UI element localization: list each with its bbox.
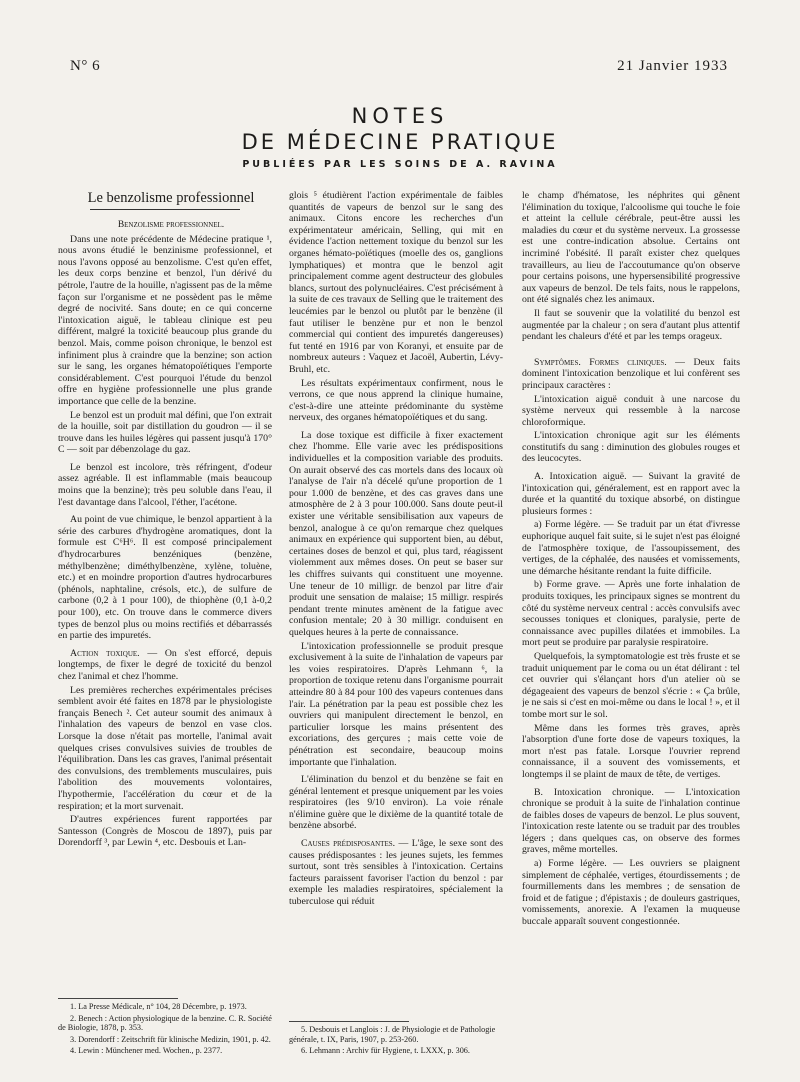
column-3 <box>522 190 740 1072</box>
paragraph: D'autres expériences furent rapportées par Santesson (Congrès de Moscou de 1897), puis par Dorendorff ³, par Lewin ⁴, etc. Desbouis et Lan- <box>58 814 272 849</box>
masthead-medecine-pratique: DE MÉDECINE PRATIQUE <box>241 130 559 154</box>
paragraph <box>522 357 740 392</box>
paragraph: Les résultats expérimentaux confirment, nous le verrons, ce que nous apprend la clinique humaine, c'est-à-dire une atteinte prédominante du système nerveux, des organes hématopoïétiques et du sang. <box>289 377 503 424</box>
footnote: 5. Desbouis et Langlois : J. de Physiologie et de Pathologie générale, t. IX, Paris, 1907, p. 253-260. <box>289 1025 496 1044</box>
section-subhead: Benzolisme professionnel. <box>117 220 225 230</box>
paragraph: Quelquefois, la symptomatologie est très fruste et se traduit uniquement par le coma ou un état délirant : tel cet ouvrier qui s'élançant hors d'un atelier où se dégageaient des vapeurs de benzol s'écrie : « Ça brûle, je ne sais si c'est en moi-même ou dans le local ! », et il tombe mort sur le sol. <box>522 650 740 720</box>
issue-number: N° 6 <box>70 58 101 74</box>
run-in-heading: Action toxique. <box>70 647 140 659</box>
footnote: 2. Benech : Action physiologique de la benzine. C. R. Société de Biologie, 1878, p. 353. <box>58 1013 272 1033</box>
paragraph: a) Forme légère. — Les ouvriers se plaignent simplement de céphalée, vertiges, étourdissements ; de fourmillements dans les membres ; de sensation de froid et de fatigue ; d'épistaxis ; de douleurs gastriques, vomissements, anorexie. A l'examen la muqueuse buccale apparaît souvent congestionnée. <box>522 858 740 928</box>
paragraph: Il faut se souvenir que la volatilité du benzol est augmentée par la chaleur ; on sera d'autant plus attentif pendant les chaleurs d'été et par les temps orageux. <box>522 307 740 343</box>
paragraph-text: — Deux faits dominent l'intoxication benzolique et lui confèrent ses principaux caractères : <box>522 356 740 391</box>
paragraph: Les premières recherches expérimentales précises semblent avoir été faites en 1878 par le physiologiste français Benech ². Cet auteur soumit des animaux à l'inhalation des vapeurs de benzol en vase clos. Lorsque la dose n'était pas mortelle, l'animal avait quelques crises convulsives suivies de troubles de l'équilibration. Dans les cas graves, l'animal présentait des convulsions, des tremblements musculaires, puis l'abolition des mouvements volontaires, l'hypothermie, l'accélération du cœur et de la respiration; et la mort survenait. <box>58 684 272 812</box>
masthead-notes: NOTES <box>351 104 449 128</box>
footnote-rule <box>58 998 178 999</box>
column-2 <box>289 190 503 1072</box>
paragraph <box>289 838 503 908</box>
paragraph: A. Intoxication aiguë. — Suivant la gravité de l'intoxication qui, généralement, est en rapport avec la durée et la quantité du toxique absorbé, on distingue plusieurs formes : <box>522 471 740 517</box>
paragraph: L'élimination du benzol et du benzène se fait en général lentement et presque uniquement par les voies respiratoires (les 9/10 environ). La voie rénale n'élimine guère que le dixième de la quantité totale de benzène absorbé. <box>289 774 503 832</box>
paragraph: Même dans les formes très graves, après l'absorption d'une forte dose de vapeurs toxiques, la mort n'est pas fatale. Lorsque l'ouvrier reprend connaissance, il a souvent des vomissements, et longtemps il se plaint de maux de tête, de vertiges. <box>522 722 740 780</box>
paragraph: glois ⁵ étudièrent l'action expérimentale de faibles quantités de vapeurs de benzol sur le sang des animaux. Citons encore les recherches d'un expérimentateur américain, Selling, qui mit en évidence l'action nettement toxique du benzol sur les organes hémato-poïétiques (moelle des os, ganglions lymphatiques) et montra que le benzol agit principalement comme agent destructeur des globules blancs, surtout des polynucléaires. C'est précisément à la suite de ces travaux de Selling que le traitement des leucémies par le benzol ou plutôt par le benzène (il faut utiliser le benzène pur et non le benzol commercial qui contient des impuretés dangereuses) fut tenté en 1916 par von Koranyi, et ensuite par de nombreux auteurs : Vaquez et Jacoël, Aubertin, Lévy-Bruhl, etc. <box>289 190 503 375</box>
paragraph: L'intoxication aiguë conduit à une narcose du système nerveux qui ressemble à la narcose chloroformique. <box>522 393 740 428</box>
footnote-rule <box>289 1021 409 1022</box>
paragraph: Au point de vue chimique, le benzol appartient à la série des carbures d'hydrogène aromatiques, dont la formule est C⁶H⁶. Il est composé principalement d'hydrocarbures benzéniques (benzène, méthylbenzène; diméthylbenzène, xylène, toluène, etc.) et en moindre proportion d'autres hydrocarbures (phénols, naphtaline, crésols, etc.), de sulfure de carbone (0,2 à 1 pour 100), de thiophène (0,1 à-0,2 pour 100), etc. On trouve dans le commerce divers types de benzol plus ou moins rectifiés et débarrassés en partie des impuretés. <box>58 514 272 642</box>
footnote: 1. La Presse Médicale, n° 104, 28 Décembre, p. 1973. <box>70 1002 247 1012</box>
footnote: 6. Lehmann : Archiv für Hygiene, t. LXXX, p. 306. <box>301 1046 470 1056</box>
paragraph: B. Intoxication chronique. — L'intoxication chronique se produit à la suite de l'inhalation continue de faibles doses de vapeurs de benzol. Le plus souvent, l'intoxication reste latente ou se traduit par des troubles légers ; dans quelques cas, on observe des formes graves, même mortelles. <box>522 786 740 856</box>
paragraph <box>58 648 272 683</box>
footnotes <box>58 998 272 1058</box>
article-title: Le benzolisme professionnel <box>87 190 255 206</box>
issue-date: 21 Janvier 1933 <box>617 58 728 74</box>
paragraph: La dose toxique est difficile à fixer exactement chez l'homme. Elle varie avec les prédispositions individuelles et la composition variable des produits. On aurait observé des cas mortels dans des locaux où l'analyse de l'air n'a décelé qu'une proportion de 1 pour 1.000 de benzène, et des cas graves dans une atmosphère de 2 à 3 pour 100.000. Sans doute peut-il exister une véritable sensibilisation aux vapeurs de benzol, analogue à ce qu'on remarque chez quelques animaux en expérience qui supportent bien, au début, certaines doses de benzol et qui, plus tard, réagissent violemment aux mêmes doses. On peut se baser sur les chiffres suivants qui constituent une moyenne. Une teneur de 10 milligr. de benzol par litre d'air produit une sensation de malaise; 15 milligr. respirés pendant trente minutes amènent de la fatigue avec confusion mentale; 20 à 30 milligr. conduisent en quelques heures à la perte de connaissance. <box>289 429 503 638</box>
paragraph: le champ d'hématose, les néphrites qui gênent l'élimination du toxique, l'alcoolisme qui touche le foie et atteint la cellule cérébrale, peut-être aussi les maladies du cœur et du système nerveux. La grossesse est une contre-indication absolue. Certains ont incriminé l'obésité. Il paraît exister chez quelques travailleurs, au lieu de l'accoutumance qu'on observe pour certains poisons, une hypersensibilité progressive aux vapeurs de benzol. De tels faits, nous le rappelons, ont été signalés chez les animaux. <box>522 190 740 306</box>
masthead-subtitle: PUBLIÉES PAR LES SOINS DE A. RAVINA <box>242 159 558 170</box>
column-1 <box>58 190 272 1072</box>
footnotes <box>289 1021 503 1058</box>
title-rule <box>90 209 240 210</box>
run-in-heading: Causes prédisposantes. <box>301 838 396 850</box>
paragraph-text: — L'âge, le sexe sont des causes prédisposantes : les jeunes sujets, les femmes surtout, sont très sensibles à l'intoxication. Certains facteurs paraissent favoriser l'action du benzol : par exemple les maladies respiratoires, spécialement la tuberculose qui réduit <box>289 838 503 908</box>
paragraph: Le benzol est incolore, très réfringent, d'odeur assez agréable. Il est inflammable (mais beaucoup moins que la benzine); très peu soluble dans l'eau, il l'est davantage dans l'alcool, l'éther, l'acétone. <box>58 461 272 508</box>
paragraph: L'intoxication chronique agit sur les éléments constitutifs du sang : diminution des globules rouges et des leucocytes. <box>522 430 740 465</box>
footnote: 4. Lewin : Münchener med. Wochen., p. 2377. <box>70 1046 223 1056</box>
paragraph: L'intoxication professionnelle se produit presque exclusivement à la suite de l'inhalation de vapeurs par les voies respiratoires. D'après Lehmann ⁶, la proportion de toxique retenu dans l'organisme pourrait atteindre 80 à 84 pour 100 des vapeurs contenues dans l'air. La pénétration par la peau est possible chez les ouvriers qui manipulent directement le benzol, en particulier lorsque les mains présentent des excoriations, des gerçures ; mais cette voie de pénétration est secondaire, beaucoup moins importante que l'inhalation. <box>289 640 503 768</box>
run-in-heading: Symptômes. Formes cliniques. <box>534 356 667 368</box>
paragraph: Dans une note précédente de Médecine pratique ¹, nous avons étudié le benzinisme professionnel, et nous l'avons opposé au benzolisme. C'est qu'en effet, les deux corps benzine et benzol, l'un dérivé du pétrole, l'autre de la houille, n'agissent pas de la même façon sur l'organisme et ne possèdent pas le même degré de nocivité. Sans doute; en ce qui concerne l'intoxication aiguë, le tableau clinique est peu différent, malgré la toxicité beaucoup plus grande du benzol. Mais, comme poison chronique, le benzol est infiniment plus à craindre que la benzine; son action sur le sang, les organes hématopoïétiques l'emporte considérablement. C'est pourquoi l'étude du benzol offre en hygiène professionnelle une plus grande importance que celle de la benzine. <box>58 233 272 407</box>
footnote: 3. Dorendorff : Zeitschrift für klinische Medizin, 1901, p. 42. <box>70 1034 271 1044</box>
paragraph: b) Forme grave. — Après une forte inhalation de produits toxiques, les principaux signes se montrent du côté du système nerveux central : accès convulsifs avec secousses toniques et cloniques, paralysie, perte de connaissance avec pupilles dilatées et immobiles. La mort peut se produire par paralysie respiratoire. <box>522 579 740 649</box>
paragraph: a) Forme légère. — Se traduit par un état d'ivresse euphorique auquel fait suite, si le sujet n'est pas éloigné de l'atmosphère toxique, de l'assoupissement, des vertiges, de la céphalée, des nausées et vomissements, une démarche hésitante rendant la fuite difficile. <box>522 519 740 577</box>
paragraph: Le benzol est un produit mal défini, que l'on extrait de la houille, soit par distillation du goudron — il se trouve dans les huiles légères qui passent jusqu'à 170° C — soit par débenzolage du gaz. <box>58 409 272 456</box>
paragraph-text: — On s'est efforcé, depuis longtemps, de fixer le degré de toxicité du benzol chez l'animal et chez l'homme. <box>58 647 272 682</box>
